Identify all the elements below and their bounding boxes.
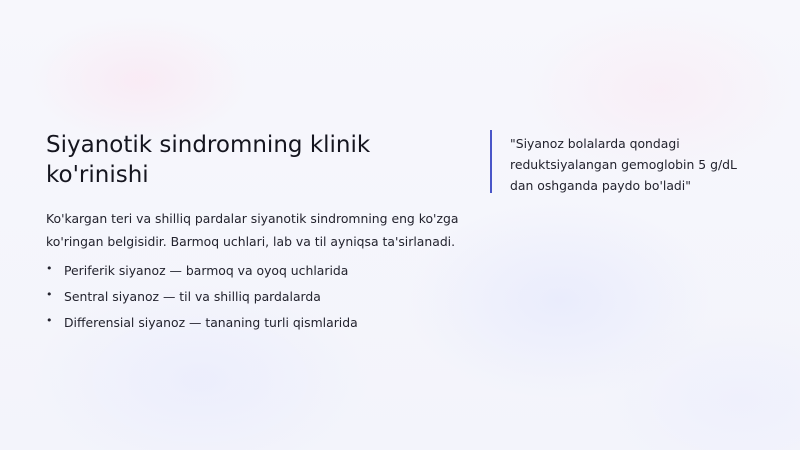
- intro-paragraph: Ko'kargan teri va shilliq pardalar siyanotik sindromning eng ko'zga ko'ringan belgisidir. Barmoq uchlari, lab va til ayniqsa ta'sirlanadi.: [46, 211, 459, 249]
- bullet-dot-icon: •: [46, 262, 53, 275]
- quote-accent-bar: [490, 130, 492, 193]
- slide-title: Siyanotik sindromning klinik ko'rinishi: [46, 132, 371, 188]
- bullet-dot-icon: •: [46, 288, 53, 301]
- bullet-text: Periferik siyanoz — barmoq va oyoq uchlarida: [64, 263, 349, 278]
- bullet-text: Differensial siyanoz — tananing turli qismlarida: [64, 315, 358, 330]
- bullet-text: Sentral siyanoz — til va shilliq pardalarda: [64, 289, 321, 304]
- bullet-dot-icon: •: [46, 314, 53, 327]
- quote-text: "Siyanoz bolalarda qondagi reduktsiyalangan gemoglobin 5 g/dL dan oshganda paydo bo'ladi": [510, 136, 737, 193]
